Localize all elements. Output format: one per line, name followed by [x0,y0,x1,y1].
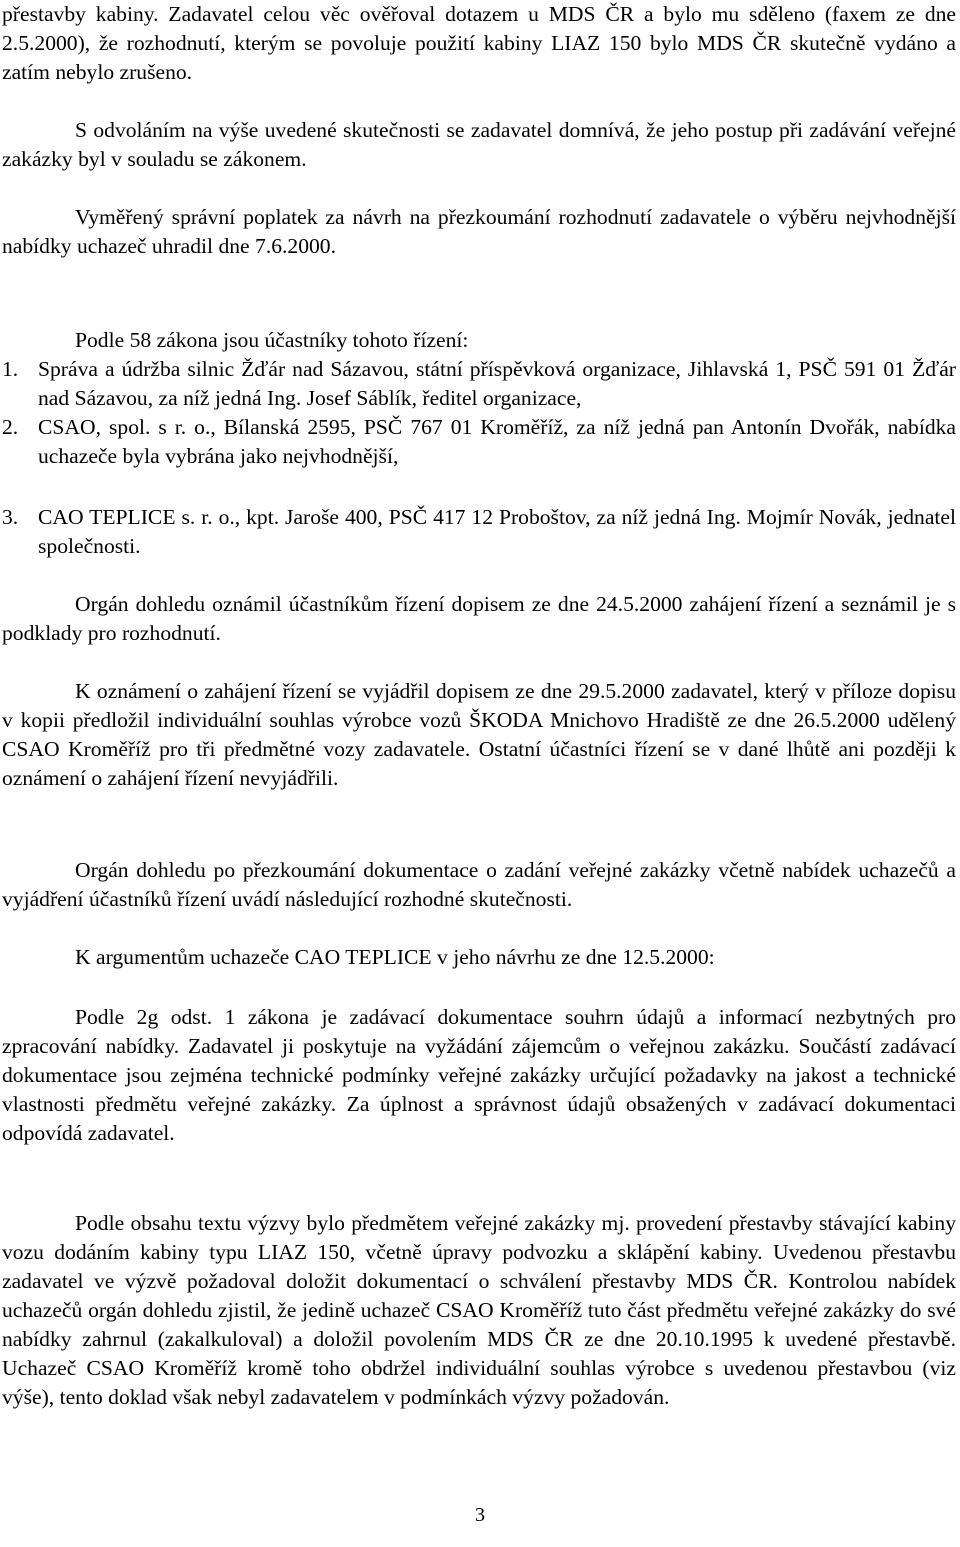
paragraph-tender-documentation: Podle 2g odst. 1 zákona je zadávací dokumentace souhrn údajů a informací nezbytných pro zpracování nabídky. Zadavatel ji poskytuje na vyžádání zájemcům o veřejnou zakázku. Součástí zadávací dokumentace jsou zejména technické podmínky veřejné zakázky určující požadavky na jakost a technické vlastnosti předmětu veřejné zakázky. Za úplnost a správnost údajů obsažených v zadávací dokumentaci odpovídá zadavatel. [2,1005,956,1145]
paragraph-response-to-notice: K oznámení o zahájení řízení se vyjádřil dopisem ze dne 29.5.2000 zadavatel, který v příloze dopisu v kopii předložil individuální souhlas výrobce vozů ŠKODA Mnichovo Hradiště ze dne 26.5.2000 udělený CSAO Kroměříž pro tři předmětné vozy zadavatele. Ostatní účastníci řízení se v dané lhůtě ani později k oznámení o zahájení řízení nevyjádřili. [2,679,956,790]
participant-number: 1. [2,357,19,381]
participant-text: CSAO, spol. s r. o., Bílanská 2595, PSČ 767 01 Kroměříž, za níž jedná pan Antonín Dvořák, nabídka uchazeče byla vybrána jako nejvhodnější, [38,415,956,468]
paragraph-contracting-authority-opinion: S odvoláním na výše uvedené skutečnosti se zadavatel domnívá, že jeho postup při zadávání veřejné zakázky byl v souladu se zákonem. [2,118,956,171]
paragraph-arguments-heading: K argumentům uchazeče CAO TEPLICE v jeho návrhu ze dne 12.5.2000: [75,945,715,969]
paragraph-subject-of-contract: Podle obsahu textu výzvy bylo předmětem veřejné zakázky mj. provedení přestavby stávající kabiny vozu dodáním kabiny typu LIAZ 150, včetně úpravy podvozku a sklápění kabiny. Uvedenou přestavbu zadavatel ve výzvě požadoval doložit dokumentací o schválení přestavby MDS ČR. Kontrolou nabídek uchazečů orgán dohledu zjistil, že jedině uchazeč CSAO Kroměříž tuto část předmětu veřejné zakázky do své nabídky zahrnul (zakalkuloval) a doložil povolením MDS ČR ze dne 20.10.1995 k uvedené přestavbě. Uchazeč CSAO Kroměříž kromě toho obdržel individuální souhlas výrobce s uvedenou přestavbou (viz výše), tento doklad však nebyl zadavatelem v podmínkách výzvy požadován. [2,1211,956,1409]
page-number: 3 [475,1504,485,1526]
paragraph-fee-paid: Vyměřený správní poplatek za návrh na přezkoumání rozhodnutí zadavatele o výběru nejvhodnější nabídky uchazeč uhradil dne 7.6.2000. [2,205,956,258]
participant-number: 2. [2,415,19,439]
paragraph-review-findings: Orgán dohledu po přezkoumání dokumentace o zadání veřejné zakázky včetně nabídek uchazečů a vyjádření účastníků řízení uvádí následující rozhodné skutečnosti. [2,858,956,911]
participant-number: 3. [2,505,19,529]
participant-text: CAO TEPLICE s. r. o., kpt. Jaroše 400, PSČ 417 12 Proboštov, za níž jedná Ing. Mojmír Novák, jednatel společnosti. [38,505,956,558]
paragraph-notice-of-proceedings: Orgán dohledu oznámil účastníkům řízení dopisem ze dne 24.5.2000 zahájení řízení a seznámil je s podklady pro rozhodnutí. [2,592,956,645]
participant-text: Správa a údržba silnic Žďár nad Sázavou, státní příspěvková organizace, Jihlavská 1, PSČ 591 01 Žďár nad Sázavou, za níž jedná Ing. Josef Sáblík, ředitel organizace, [38,357,956,410]
paragraph-participants-intro: Podle 58 zákona jsou účastníky tohoto řízení: [75,328,469,352]
paragraph-continuation: přestavby kabiny. Zadavatel celou věc ověřoval dotazem u MDS ČR a bylo mu sděleno (faxem ze dne 2.5.2000), že rozhodnutí, kterým se povoluje použití kabiny LIAZ 150 bylo MDS ČR skutečně vydáno a zatím nebylo zrušeno. [2,2,956,84]
